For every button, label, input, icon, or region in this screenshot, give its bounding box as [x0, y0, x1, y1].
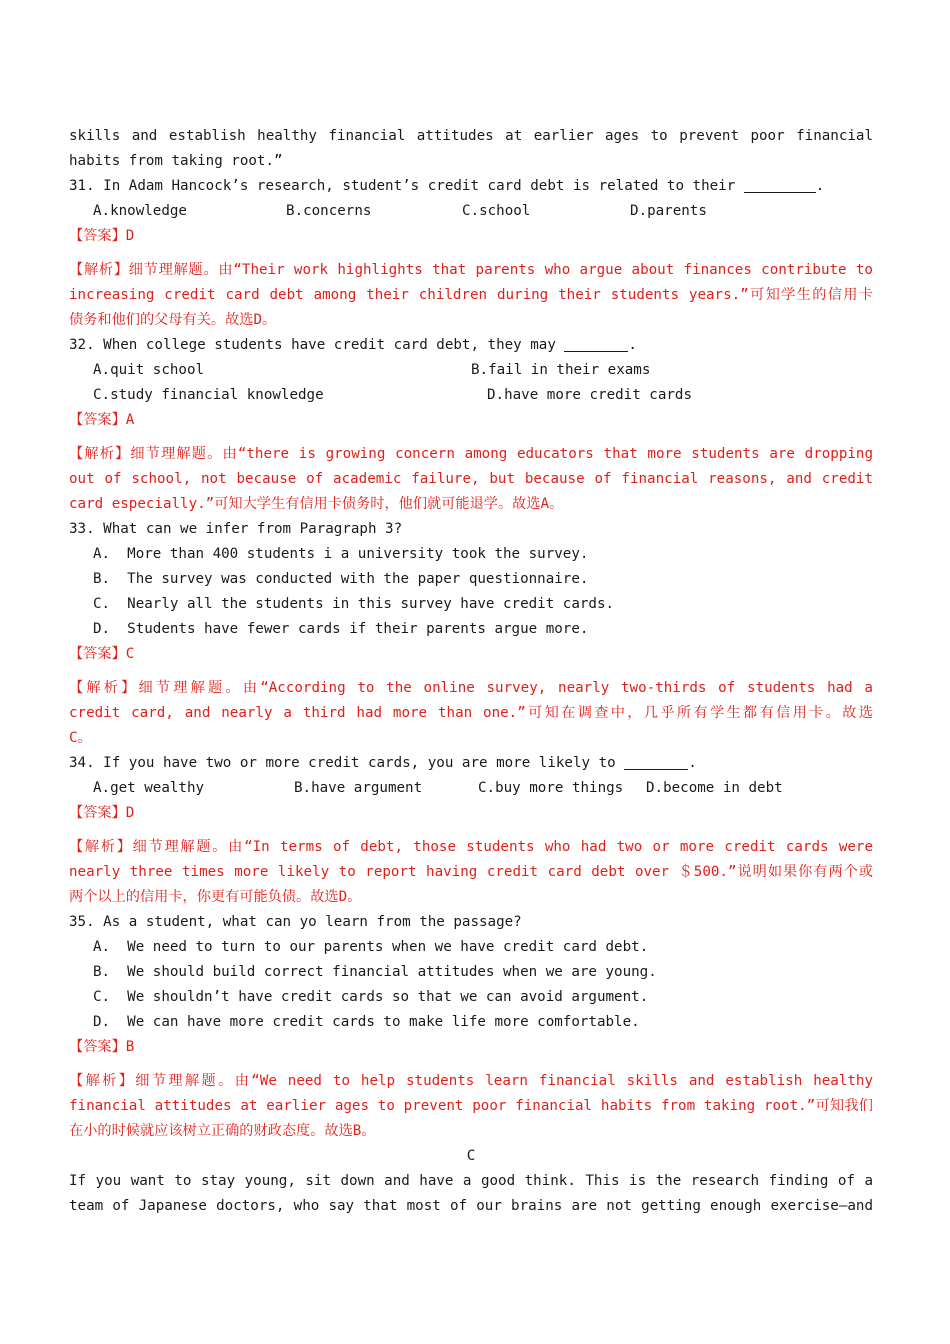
analysis-line: card especially.”可知大学生有信用卡债务时，他们就可能退学。故选A。 [69, 496, 564, 512]
option-c: C.school [462, 203, 531, 219]
option-d: D. We can have more credit cards to make life more comfortable. [93, 1014, 640, 1030]
question-35-answer: 【答案】B [69, 1039, 135, 1055]
question-34-analysis: 【解析】细节理解题。由“In terms of debt, those students who had two or more credit cards were [69, 839, 873, 855]
analysis-line: increasing credit card debt among their children during their students years.”可知学生的信用卡 [69, 287, 873, 303]
question-34-answer: 【答案】D [69, 805, 135, 821]
question-31-answer: 【答案】D [69, 228, 135, 244]
answer-blank [564, 335, 628, 352]
question-32-options-row1 [69, 358, 873, 383]
analysis-line: financial attitudes at earlier ages to prevent poor financial habits from taking root.”可知我们 [69, 1098, 873, 1114]
option-b: B.have argument [294, 780, 423, 796]
question-33-answer: 【答案】C [69, 646, 135, 662]
passage-line: If you want to stay young, sit down and have a good think. This is the research finding of a [69, 1173, 873, 1189]
option-a: A.knowledge [93, 203, 187, 219]
option-c: C. We shouldn’t have credit cards so that we can avoid argument. [93, 989, 649, 1005]
intro-line: habits from taking root.” [69, 153, 283, 169]
option-a: A. We need to turn to our parents when we have credit card debt. [93, 939, 649, 955]
option-d: D. Students have fewer cards if their parents argue more. [93, 621, 589, 637]
option-b: B. The survey was conducted with the paper questionnaire. [93, 571, 589, 587]
question-33-stem: 33. What can we infer from Paragraph 3? [69, 521, 403, 537]
analysis-line: C。 [69, 730, 92, 746]
question-34-stem: 34. If you have two or more credit cards, you are more likely to . [69, 755, 697, 771]
option-c: C. Nearly all the students in this survey have credit cards. [93, 596, 615, 612]
question-35-stem: 35. As a student, what can yo learn from the passage? [69, 914, 522, 930]
question-31-analysis: 【解析】细节理解题。由“Their work highlights that parents who argue about finances contribute to [69, 262, 873, 278]
analysis-line: 债务和他们的父母有关。故选D。 [69, 312, 277, 328]
section-heading: C [466, 1148, 476, 1164]
question-32-answer: 【答案】A [69, 412, 135, 428]
question-34-options [69, 776, 873, 801]
analysis-line: out of school, not because of academic failure, but because of financial reasons, and credit [69, 471, 873, 487]
question-31-stem: 31. In Adam Hancock’s research, student’s credit card debt is related to their . [69, 178, 825, 194]
question-32-analysis: 【解析】细节理解题。由“there is growing concern among educators that more students are dropping [69, 446, 873, 462]
option-d: D.have more credit cards [487, 387, 692, 403]
document-page [69, 124, 873, 1219]
option-b: B. We should build correct financial attitudes when we are young. [93, 964, 657, 980]
option-a: A.get wealthy [93, 780, 205, 796]
intro-line: skills and establish healthy financial attitudes at earlier ages to prevent poor financial [69, 128, 873, 144]
question-31-options [69, 199, 873, 224]
answer-blank [744, 176, 816, 193]
option-a: A. More than 400 students i a university took the survey. [93, 546, 589, 562]
question-35-analysis: 【解析】细节理解题。由“We need to help students learn financial skills and establish healthy [69, 1073, 873, 1089]
question-33-analysis: 【解析】细节理解题。由“According to the online survey, nearly two-thirds of students had a [69, 680, 873, 696]
analysis-line: 两个以上的信用卡，你更有可能负债。故选D。 [69, 889, 362, 905]
answer-blank [624, 753, 688, 770]
option-d: D.parents [630, 203, 707, 219]
option-c: C.buy more things [478, 780, 624, 796]
question-32-options-row2 [69, 383, 873, 408]
option-b: B.concerns [286, 203, 372, 219]
passage-line: team of Japanese doctors, who say that most of our brains are not getting enough exercise—and [69, 1198, 873, 1214]
option-c: C.study financial knowledge [93, 387, 324, 403]
option-b: B.fail in their exams [471, 362, 651, 378]
option-a: A.quit school [93, 362, 205, 378]
question-32-stem: 32. When college students have credit card debt, they may . [69, 337, 637, 353]
analysis-line: credit card, and nearly a third had more than one.”可知在调查中，几乎所有学生都有信用卡。故选 [69, 705, 873, 721]
option-d: D.become in debt [646, 780, 783, 796]
analysis-line: nearly three times more likely to report having credit card debt over ＄500.”说明如果你有两个或 [69, 864, 873, 880]
analysis-line: 在小的时候就应该树立正确的财政态度。故选B。 [69, 1123, 376, 1139]
